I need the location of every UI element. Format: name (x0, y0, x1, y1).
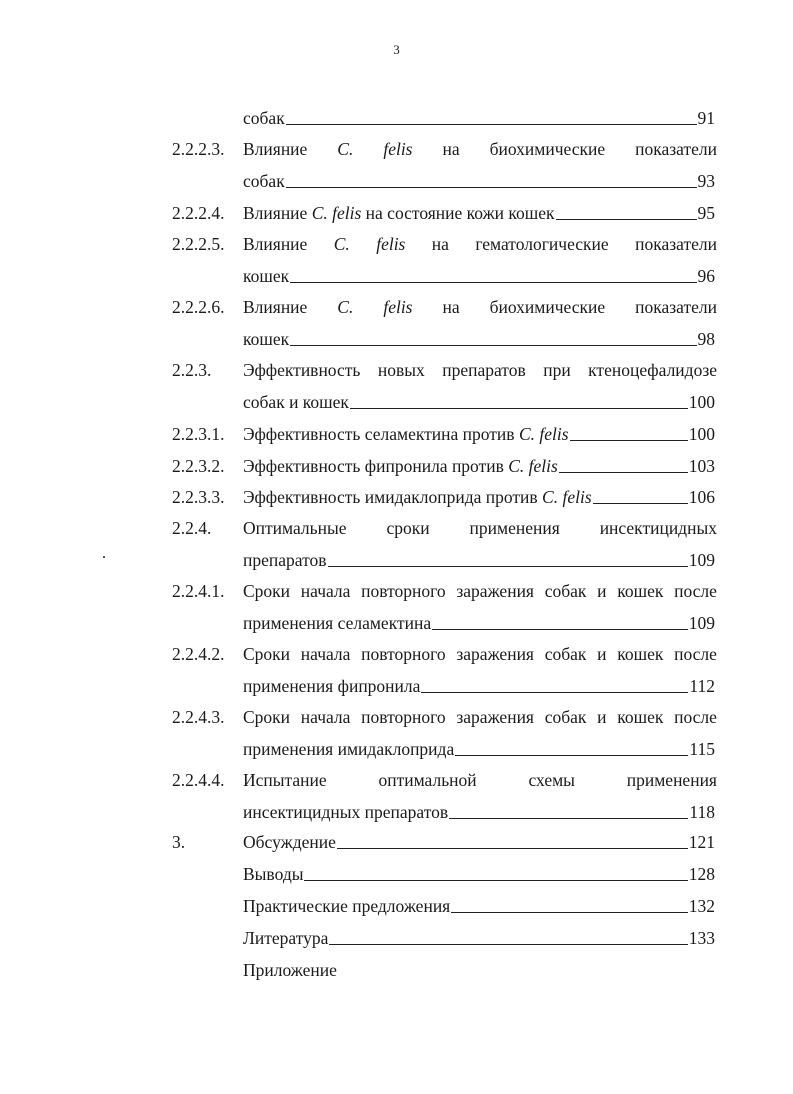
toc-word: повторного (361, 707, 446, 727)
toc-word: кошек (617, 644, 664, 664)
toc-leader-line (243, 864, 715, 884)
page-number: 3 (393, 42, 400, 57)
toc-word: Сроки (243, 644, 291, 664)
toc-word: felis (383, 139, 413, 159)
toc-title-text: кошек (243, 265, 290, 286)
toc-word: на (431, 234, 449, 254)
toc-leader-line (243, 896, 715, 916)
toc-word: показатели (635, 297, 717, 317)
toc-word: собак (544, 707, 587, 727)
toc-word: схемы (528, 770, 575, 790)
dotted-leader (455, 755, 688, 756)
dotted-leader (328, 566, 688, 567)
dotted-leader (556, 219, 697, 220)
toc-word: инсектицидных (599, 518, 717, 538)
section-number: 2.2.2.6. (172, 297, 225, 317)
dotted-leader (421, 692, 688, 693)
toc-word: применения (626, 770, 717, 790)
page-ref: 106 (688, 487, 715, 507)
toc-word: C. (333, 234, 350, 254)
toc-word: felis (383, 297, 413, 317)
dotted-leader (329, 944, 687, 945)
toc-word: Влияние (243, 139, 308, 159)
toc-entry-text (243, 108, 285, 128)
page-ref: 118 (689, 801, 715, 822)
toc-word: применения (469, 518, 560, 538)
dotted-leader (432, 629, 688, 630)
toc-leader-line (243, 832, 715, 852)
toc-word: felis (376, 234, 406, 254)
toc-entry-text (243, 802, 448, 822)
toc-word: сроки (386, 518, 430, 538)
toc-word: собак (544, 581, 587, 601)
dotted-leader (593, 503, 688, 504)
toc-title-text: инсектицидных препаратов (243, 801, 449, 822)
toc-title-justified (243, 139, 717, 159)
toc-title-text: применения фипронила (243, 675, 421, 696)
section-number: 2.2.4.2. (172, 644, 225, 664)
toc-leader-line (243, 392, 715, 412)
toc-word: C. (337, 297, 354, 317)
page-ref: 93 (697, 170, 715, 191)
toc-leader-line (243, 802, 715, 822)
toc-word: и (597, 644, 607, 664)
toc-word: на (442, 297, 460, 317)
page-ref: 96 (697, 265, 715, 286)
section-number: 2.2.4. (172, 518, 212, 538)
toc-word: ктеноцефалидозе (588, 360, 717, 380)
toc-word: Оптимальные (243, 518, 347, 538)
toc-leader-line (243, 456, 715, 476)
dotted-leader (286, 124, 697, 125)
toc-word: после (674, 707, 717, 727)
page-ref: 112 (689, 675, 715, 696)
section-number: 2.2.4.1. (172, 581, 225, 601)
toc-title-justified (243, 644, 717, 664)
toc-title-justified (243, 297, 717, 317)
toc-title-justified (243, 581, 717, 601)
toc-entry-text (243, 171, 285, 191)
toc-word: кошек (617, 581, 664, 601)
species-name: C. felis (311, 203, 362, 223)
section-number: 2.2.4.4. (172, 770, 225, 790)
toc-title-text: собак и кошек (243, 391, 349, 412)
toc-word: повторного (361, 644, 446, 664)
toc-title-text: на состояние кожи кошек (361, 203, 555, 223)
toc-word: при (543, 360, 571, 380)
toc-title-justified (243, 518, 717, 538)
toc-entry-text (243, 739, 454, 759)
dotted-leader (290, 282, 696, 283)
toc-entry-text (243, 613, 431, 633)
page-ref: 109 (688, 549, 715, 570)
toc-word: после (674, 581, 717, 601)
toc-word: новых (377, 360, 425, 380)
toc-title-text: собак (243, 170, 285, 191)
dotted-leader (337, 848, 688, 849)
toc-word: Испытание (243, 770, 327, 790)
dotted-leader (304, 880, 687, 881)
page-ref: 133 (688, 928, 715, 948)
section-number: 2.2.3.2. (172, 456, 225, 476)
toc-word: собак (544, 644, 587, 664)
toc-title-justified (243, 770, 717, 790)
toc-title-text: Эффективность селамектина против (243, 424, 519, 444)
toc-word: гематологические (475, 234, 609, 254)
toc-word: и (597, 707, 607, 727)
page-ref: 100 (688, 391, 715, 412)
toc-leader-line (243, 329, 715, 349)
toc-leader-line (243, 108, 715, 128)
toc-word: и (597, 581, 607, 601)
toc-title-justified (243, 234, 717, 254)
toc-entry-text (243, 203, 555, 223)
toc-word: заражения (456, 581, 534, 601)
page-ref: 109 (688, 612, 715, 633)
toc-word: показатели (635, 234, 717, 254)
page-ref: 95 (697, 203, 715, 223)
toc-entry-text (243, 266, 289, 286)
toc-entry-text (243, 928, 328, 948)
toc-title-text: кошек (243, 328, 290, 349)
toc-word: Эффективность (243, 360, 361, 380)
toc-entry-text (243, 550, 327, 570)
toc-word: показатели (635, 139, 717, 159)
toc-title-text: Выводы (243, 864, 304, 884)
toc-leader-line (243, 613, 715, 633)
toc-entry-text (243, 487, 592, 507)
species-name: C. felis (518, 424, 569, 444)
toc-title-text: препаратов (243, 549, 327, 570)
toc-word: оптимальной (378, 770, 477, 790)
page-ref: 91 (697, 108, 715, 128)
section-number: 2.2.3.1. (172, 424, 225, 444)
toc-title-text: Обсуждение (243, 832, 336, 852)
toc-word: биохимические (489, 297, 606, 317)
page-ref: 103 (688, 456, 715, 476)
toc-word: C. (337, 139, 354, 159)
section-number: 3. (172, 832, 186, 852)
dotted-leader (449, 818, 688, 819)
section-number: 2.2.2.3. (172, 139, 225, 159)
page-ref: 100 (688, 424, 715, 444)
species-name: C. felis (542, 487, 592, 507)
page-ref: 132 (688, 896, 715, 916)
page-ref: 121 (688, 832, 715, 852)
toc-entry-text (243, 392, 349, 412)
dotted-leader (350, 408, 688, 409)
page-ref: 128 (688, 864, 715, 884)
toc-entry-text (243, 424, 569, 444)
page-ref: 98 (697, 328, 715, 349)
toc-leader-line (243, 171, 715, 191)
toc-title-text: Приложение (243, 960, 337, 980)
toc-word: кошек (617, 707, 664, 727)
toc-leader-line (243, 487, 715, 507)
toc-leader-line (243, 676, 715, 696)
toc-leader-line (243, 928, 715, 948)
toc-title-text: Литература (243, 928, 329, 948)
toc-word: Сроки (243, 707, 291, 727)
toc-entry-text (243, 329, 289, 349)
toc-entry-text (243, 896, 450, 916)
toc-leader-line (243, 203, 715, 223)
scan-speck (103, 556, 105, 558)
dotted-leader (570, 440, 688, 441)
toc-word: препаратов (442, 360, 526, 380)
toc-word: биохимические (489, 139, 606, 159)
toc-word: Сроки (243, 581, 291, 601)
toc-entry-text (243, 456, 558, 476)
section-number: 2.2.4.3. (172, 707, 225, 727)
section-number: 2.2.2.5. (172, 234, 225, 254)
dotted-leader (290, 345, 696, 346)
toc-word: Влияние (243, 234, 308, 254)
toc-entry-text (243, 832, 336, 852)
dotted-leader (286, 187, 697, 188)
page-ref: 115 (689, 738, 715, 759)
toc-word: начала (300, 581, 351, 601)
toc-entry-text (243, 676, 420, 696)
toc-title-text: Эффективность фипронила против (243, 456, 509, 476)
toc-title-text: Эффективность имидаклоприда против (243, 487, 543, 507)
toc-word: Влияние (243, 297, 308, 317)
toc-leader-line (243, 266, 715, 286)
section-number: 2.2.3.3. (172, 487, 225, 507)
section-number: 2.2.2.4. (172, 203, 225, 223)
toc-leader-line (243, 550, 715, 570)
dotted-leader (451, 912, 688, 913)
toc-title-text: применения имидаклоприда (243, 738, 455, 759)
toc-title-text: Практические предложения (243, 896, 451, 916)
section-number: 2.2.3. (172, 360, 212, 380)
toc-title-text: собак (243, 108, 285, 128)
toc-word: начала (300, 707, 351, 727)
toc-word: повторного (361, 581, 446, 601)
toc-word: заражения (456, 644, 534, 664)
toc-word: начала (300, 644, 351, 664)
toc-word: заражения (456, 707, 534, 727)
toc-title-text: применения селамектина (243, 612, 432, 633)
toc-leader-line (243, 739, 715, 759)
toc-title-justified (243, 707, 717, 727)
toc-word: на (442, 139, 460, 159)
toc-title-justified (243, 360, 717, 380)
toc-leader-line (243, 424, 715, 444)
toc-entry-text (243, 864, 303, 884)
toc-title-text: Влияние (243, 203, 312, 223)
species-name: C. felis (508, 456, 558, 476)
toc-word: после (674, 644, 717, 664)
dotted-leader (559, 472, 688, 473)
